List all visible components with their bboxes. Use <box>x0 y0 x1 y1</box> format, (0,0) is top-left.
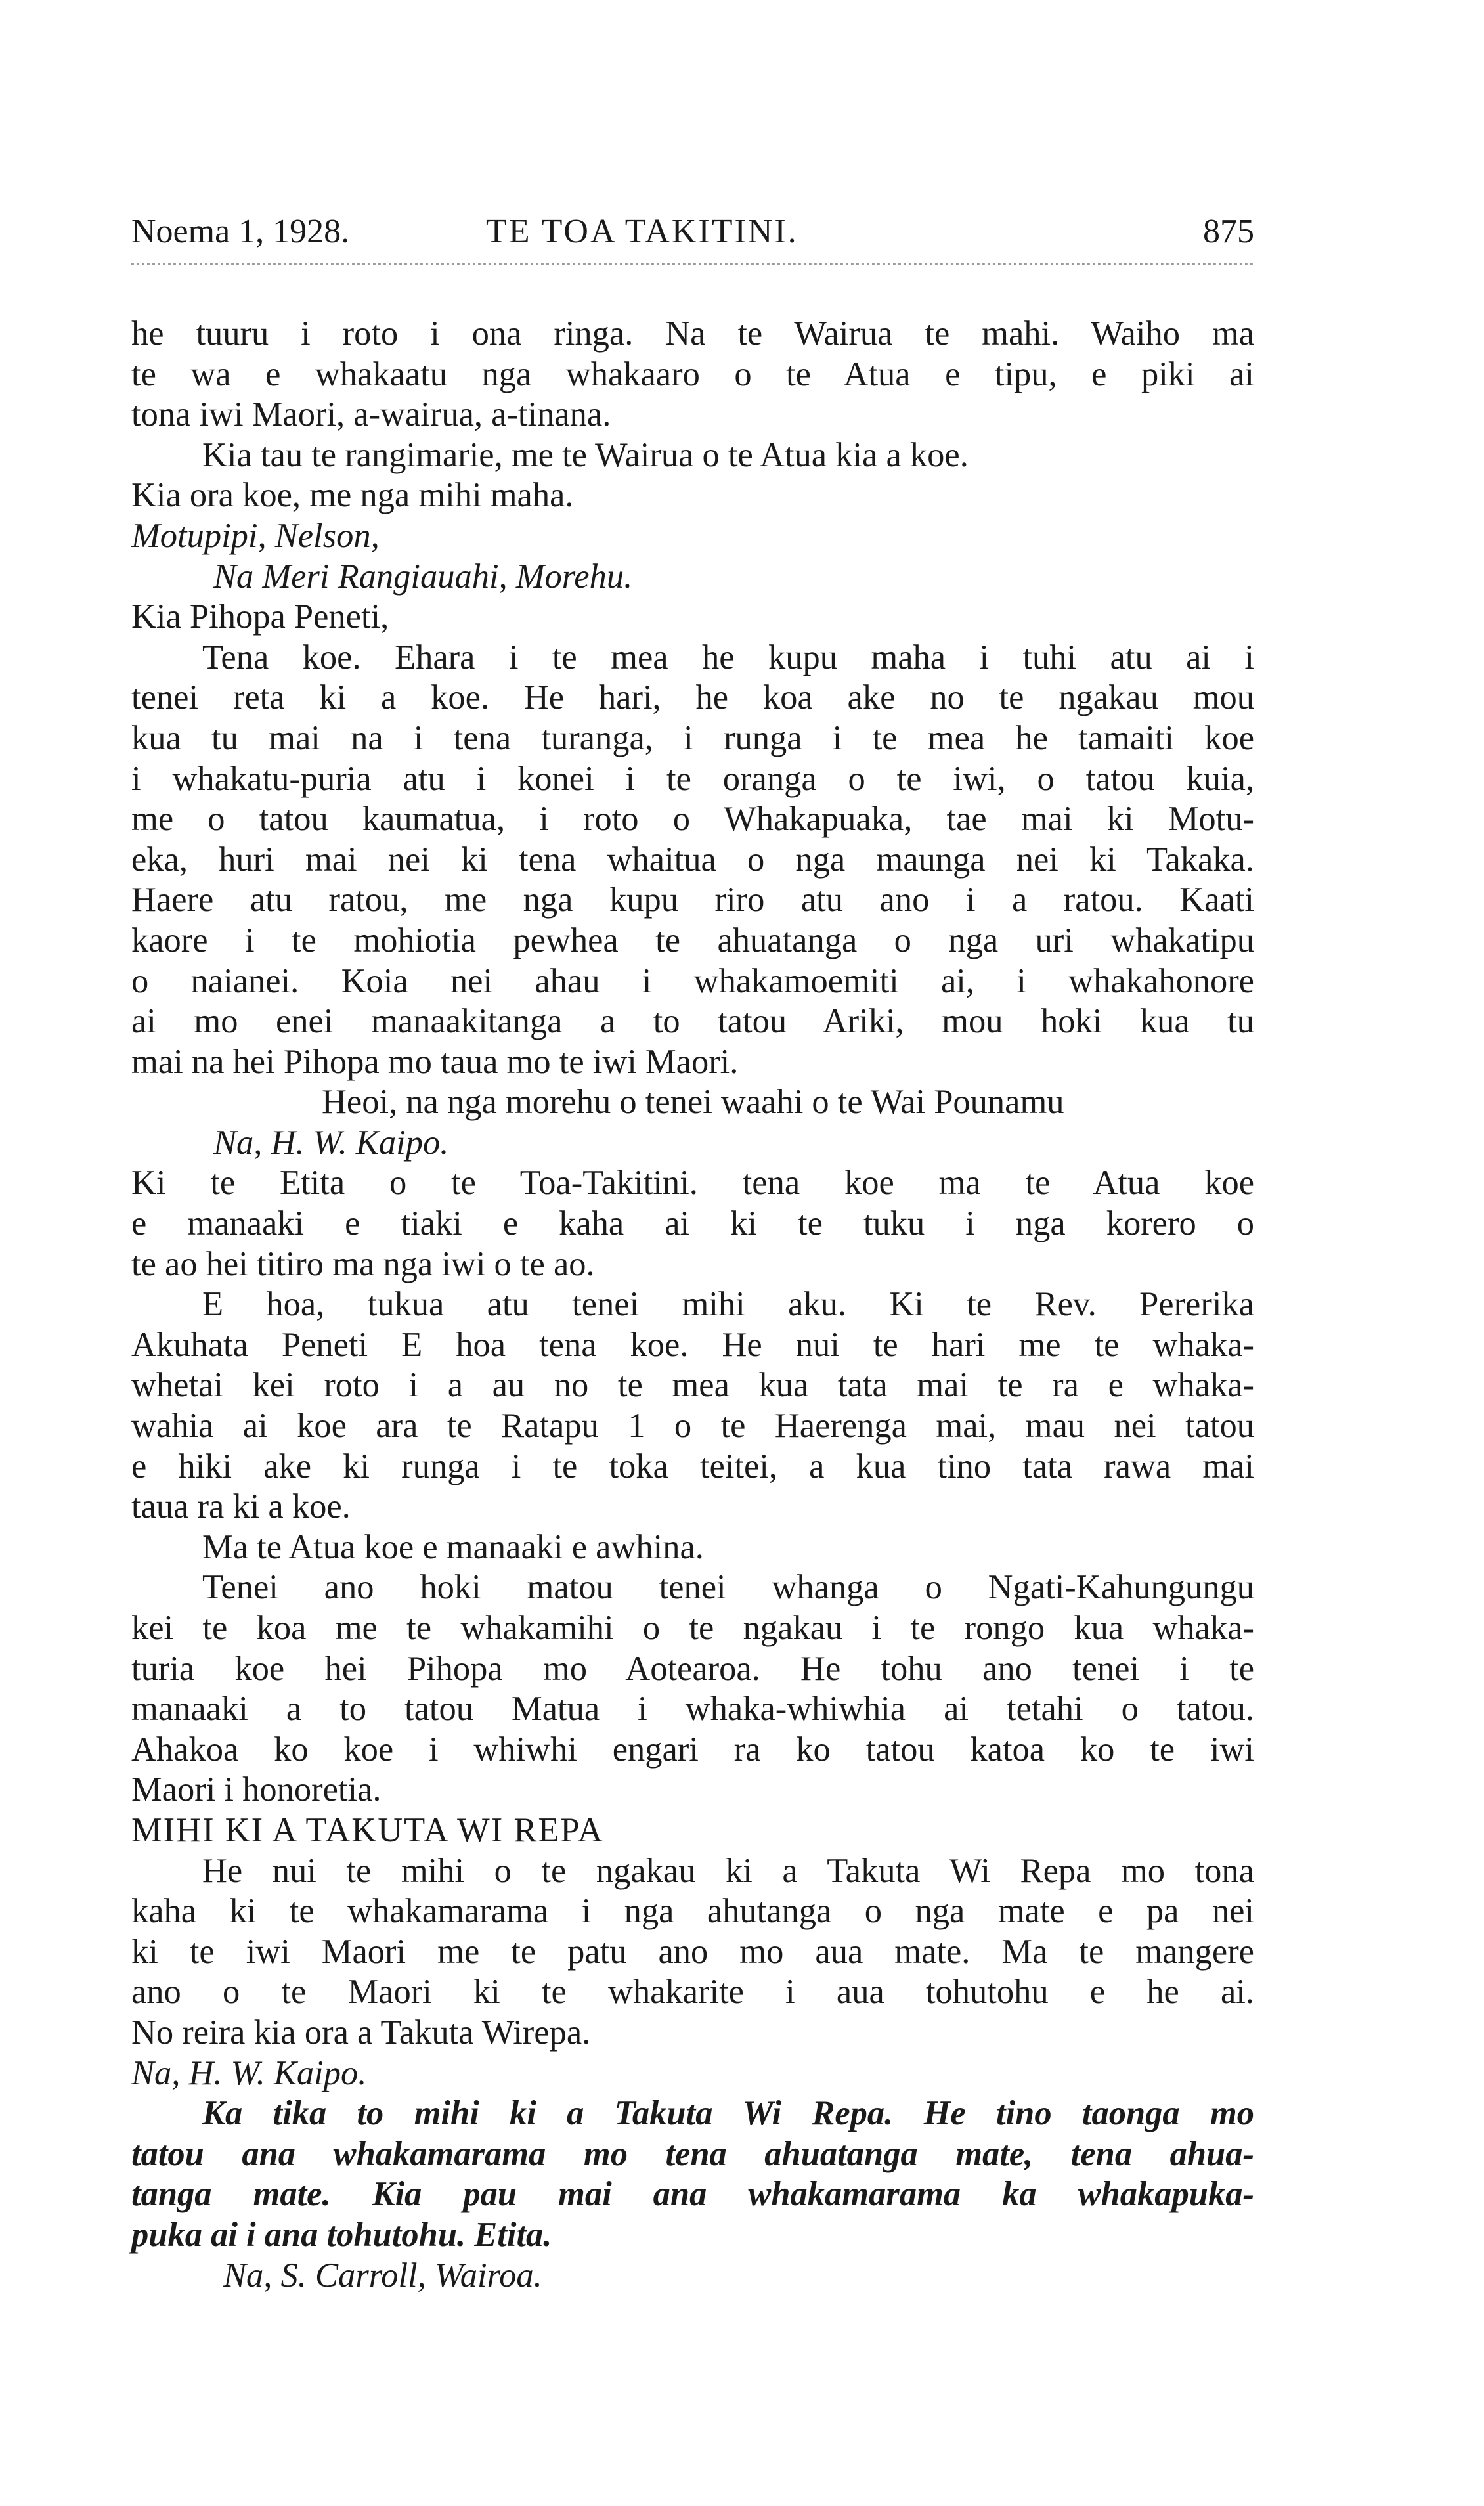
text-line: tanga mate. Kia pau mai ana whakamarama ka whakapuka- <box>131 2175 1254 2214</box>
text-line: Haere atu ratou, me nga kupu riro atu ano i a ratou. Kaati <box>131 881 1254 919</box>
text-line: kaha ki te whakamarama i nga ahutanga o nga mate e pa nei <box>131 1892 1254 1931</box>
closing-line: Heoi, na nga morehu o tenei waahi o te Wai Pounamu <box>322 1083 1064 1122</box>
text-line: e manaaki e tiaki e kaha ai ki te tuku i nga korero o <box>131 1204 1254 1243</box>
signature-kaipo: Na, H. W. Kaipo. <box>131 2054 367 2092</box>
text-line: Ma te Atua koe e manaaki e awhina. <box>202 1528 704 1566</box>
text-line: tatou ana whakamarama mo tena ahuatanga mate, tena ahua- <box>131 2134 1254 2173</box>
text-line: Akuhata Peneti E hoa tena koe. He nui te hari me te whaka- <box>131 1325 1254 1364</box>
text-line: taua ra ki a koe. <box>131 1487 351 1526</box>
text-line: Ki te Etita o te Toa-Takitini. tena koe ma te Atua koe <box>131 1164 1254 1202</box>
text-line: Ka tika to mihi ki a Takuta Wi Repa. He tino taonga mo <box>202 2094 1254 2133</box>
text-line: Maori i honoretia. <box>131 1770 382 1809</box>
text-line: eka, huri mai nei ki tena whaitua o nga maunga nei ki Takaka. <box>131 840 1254 879</box>
text-line: i whakatu-puria atu i konei i te oranga o te iwi, o tatou kuia, <box>131 759 1254 798</box>
signature-carroll: Na, S. Carroll, Wairoa. <box>223 2256 542 2295</box>
text-line: ki te iwi Maori me te patu ano mo aua mate. Ma te mangere <box>131 1932 1254 1971</box>
text-line: te ao hei titiro ma nga iwi o te ao. <box>131 1244 595 1283</box>
text-line: ano o te Maori ki te whakarite i aua tohutohu e he ai. <box>131 1973 1254 2011</box>
text-line: turia koe hei Pihopa mo Aotearoa. He tohu ano tenei i te <box>131 1649 1254 1688</box>
text-line: Kia ora koe, me nga mihi maha. <box>131 476 574 515</box>
signature-name: Na Meri Rangiauahi, Morehu. <box>213 557 633 596</box>
signature-kaipo: Na, H. W. Kaipo. <box>213 1123 449 1162</box>
text-line: e hiki ake ki runga i te toka teitei, a kua tino tata rawa mai <box>131 1447 1254 1485</box>
text-line: kaore i te mohiotia pewhea te ahuatanga o nga uri whakatipu <box>131 921 1254 959</box>
text-line: o naianei. Koia nei ahau i whakamoemiti ai, i whakahonore <box>131 961 1254 1000</box>
text-line: puka ai i ana tohutohu. Etita. <box>131 2215 552 2254</box>
text-line: he tuuru i roto i ona ringa. Na te Wairua te mahi. Waiho ma <box>131 315 1254 353</box>
editor-note <box>131 2094 1254 2255</box>
page-number: 875 <box>1203 213 1254 250</box>
text-line: me o tatou kaumatua, i roto o Whakapuaka, tae mai ki Motu- <box>131 800 1254 839</box>
text-line: tona iwi Maori, a-wairua, a-tinana. <box>131 395 611 434</box>
text-line: manaaki a to tatou Matua i whaka-whiwhia ai tetahi o tatou. <box>131 1690 1254 1728</box>
journal-title: TE TOA TAKITINI. <box>486 213 798 250</box>
text-line: No reira kia ora a Takuta Wirepa. <box>131 2013 591 2052</box>
text-line: te wa e whakaatu nga whakaaro o te Atua e tipu, e piki ai <box>131 355 1254 393</box>
signature-place: Motupipi, Nelson, <box>131 516 380 555</box>
text-line: kua tu mai na i tena turanga, i runga i te mea he tamaiti koe <box>131 718 1254 757</box>
text-line: Ahakoa ko koe i whiwhi engari ra ko tatou katoa ko te iwi <box>131 1730 1254 1769</box>
page-body <box>131 314 1254 2296</box>
text-line: He nui te mihi o te ngakau ki a Takuta Wi Repa mo tona <box>202 1851 1254 1890</box>
text-line: Tenei ano hoki matou tenei whanga o Ngati-Kahungungu <box>202 1568 1254 1607</box>
text-line: Kia tau te rangimarie, me te Wairua o te Atua kia a koe. <box>202 435 969 474</box>
section-heading: MIHI KI A TAKUTA WI REPA <box>131 1811 604 1849</box>
text-line: E hoa, tukua atu tenei mihi aku. Ki te Rev. Pererika <box>202 1285 1254 1324</box>
text-line: ai mo enei manaakitanga a to tatou Ariki, mou hoki kua tu <box>131 1002 1254 1041</box>
salutation: Kia Pihopa Peneti, <box>131 598 389 636</box>
text-line: whetai kei roto i a au no te mea kua tata mai te ra e whaka- <box>131 1366 1254 1405</box>
issue-date: Noema 1, 1928. <box>131 213 350 250</box>
page-header <box>131 209 1254 255</box>
text-line: kei te koa me te whakamihi o te ngakau i te rongo kua whaka- <box>131 1609 1254 1647</box>
text-line: Tena koe. Ehara i te mea he kupu maha i tuhi atu ai i <box>202 638 1254 676</box>
text-line: mai na hei Pihopa mo taua mo te iwi Maori. <box>131 1042 739 1081</box>
header-rule <box>131 263 1254 265</box>
text-line: tenei reta ki a koe. He hari, he koa ake no te ngakau mou <box>131 678 1254 717</box>
text-line: wahia ai koe ara te Ratapu 1 o te Haerenga mai, mau nei tatou <box>131 1407 1254 1445</box>
